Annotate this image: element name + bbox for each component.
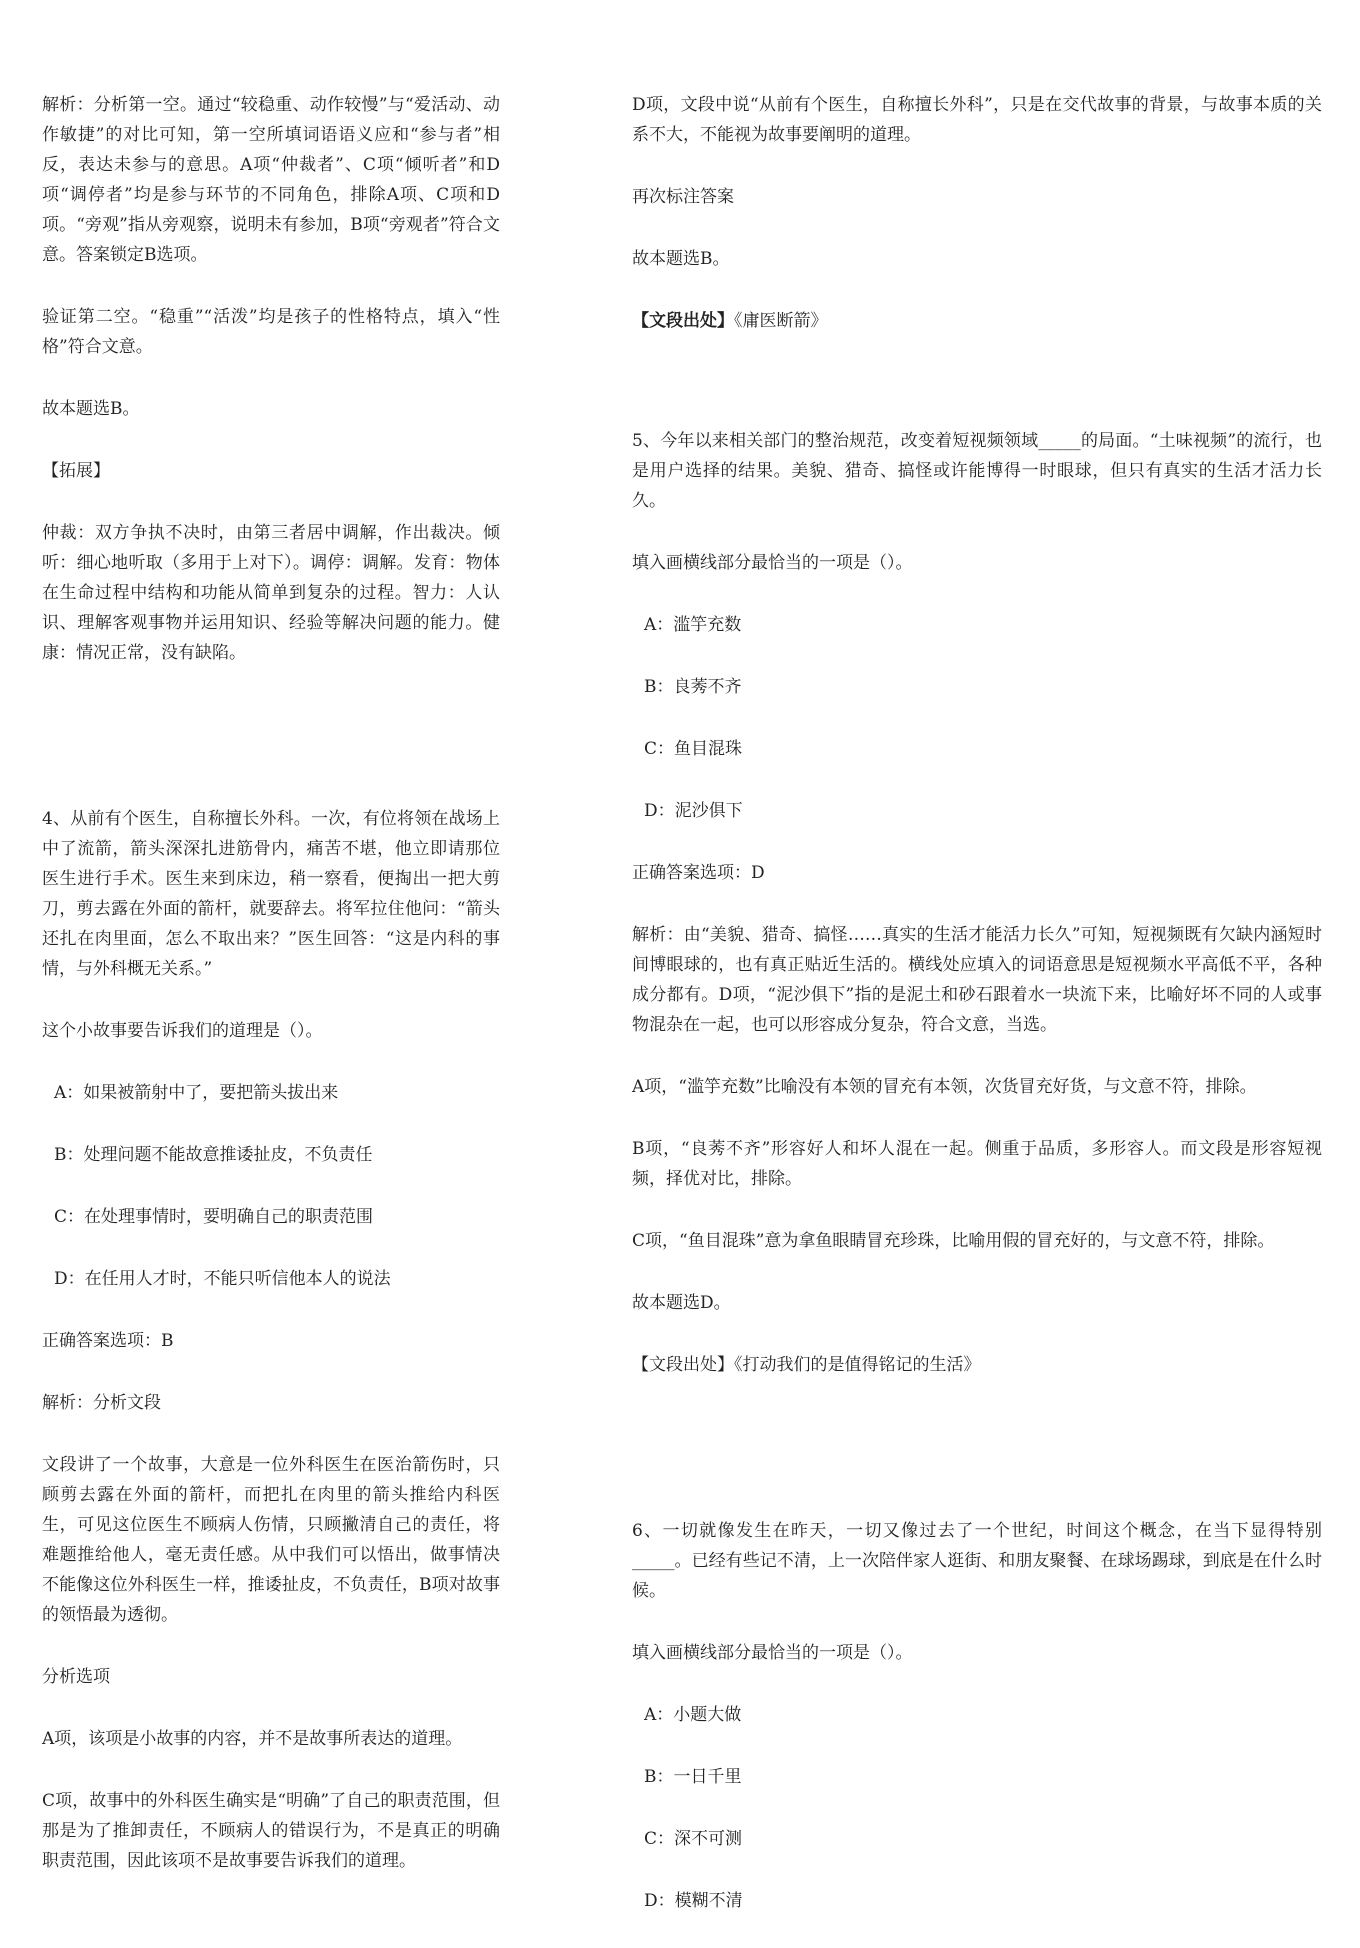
q4-answer: 正确答案选项：B	[42, 1331, 174, 1351]
q3-conclusion: 故本题选B。	[42, 399, 140, 419]
q3-analysis-first-blank: 解析：分析第一空。通过“较稳重、动作较慢”与“爱活动、动作敏捷”的对比可知，第一空所填词语语义应和“参与者”相反，表达未参与的意思。A项“仲裁者”、C项“倾听者”和D项“调停者”均是参与环节的不同角色，排除A项、C项和D项。“旁观”指从旁观察，说明未有参加，B项“旁观者”符合文意。答案锁定B选项。	[42, 95, 500, 265]
q5-answer: 正确答案选项：D	[632, 863, 765, 883]
q4-source-title: 《庸医断箭》	[734, 311, 828, 331]
q4-stem: 4、从前有个医生，自称擅长外科。一次，有位将领在战场上中了流箭，箭头深深扎进筋骨内，痛苦不堪，他立即请那位医生进行手术。医生来到床边，稍一察看，便掏出一把大剪刀，剪去露在外面的箭杆，就要辞去。将军拉住他问：“箭头还扎在肉里面，怎么不取出来？”医生回答：“这是内科的事情，与外科概无关系。”	[42, 809, 500, 979]
q4-source-label: 【文段出处】	[632, 311, 734, 331]
q6-stem: 6、一切就像发生在昨天，一切又像过去了一个世纪，时间这个概念，在当下显得特别_____。已经有些记不清，上一次陪伴家人逛街、和朋友聚餐、在球场踢球，到底是在什么时候。	[632, 1521, 1322, 1601]
q5-analysis: 解析：由“美貌、猎奇、搞怪……真实的生活才能活力长久”可知，短视频既有欠缺内涵短时间博眼球的，也有真正贴近生活的。横线处应填入的词语意思是短视频水平高低不平，各种成分都有。D项，“泥沙俱下”指的是泥土和砂石跟着水一块流下来，比喻好坏不同的人或事物混杂在一起，也可以形容成分复杂，符合文意，当选。	[632, 925, 1322, 1035]
q6-option-a: A：小题大做	[644, 1705, 742, 1725]
q3-analysis-second-blank: 验证第二空。“稳重”“活泼”均是孩子的性格特点，填入“性格”符合文意。	[42, 307, 500, 357]
q4-option-d: D：在任用人才时，不能只听信他本人的说法	[54, 1269, 391, 1289]
q5-source	[632, 1350, 1322, 1380]
q5-analysis-option-b: B项，“良莠不齐”形容好人和坏人混在一起。侧重于品质，多形容人。而文段是形容短视频，择优对比，排除。	[632, 1139, 1322, 1189]
q4-analysis-option-a: A项，该项是小故事的内容，并不是故事所表达的道理。	[42, 1729, 463, 1749]
q4-option-b: B：处理问题不能故意推诿扯皮，不负责任	[54, 1145, 373, 1165]
q4-analysis-body: 文段讲了一个故事，大意是一位外科医生在医治箭伤时，只顾剪去露在外面的箭杆，而把扎在肉里的箭头推给内科医生，可见这位医生不顾病人伤情，只顾撇清自己的责任，将难题推给他人，毫无责任感。从中我们可以悟出，做事情决不能像这位外科医生一样，推诿扯皮，不负责任，B项对故事的领悟最为透彻。	[42, 1455, 500, 1625]
right-column	[632, 90, 1322, 1948]
q5-analysis-option-c: C项，“鱼目混珠”意为拿鱼眼睛冒充珍珠，比喻用假的冒充好的，与文意不符，排除。	[632, 1231, 1275, 1251]
q3-extend-title: 【拓展】	[42, 461, 110, 481]
q4-conclusion: 故本题选B。	[632, 249, 730, 269]
q5-stem: 5、今年以来相关部门的整治规范，改变着短视频领域_____的局面。“土味视频”的流行，也是用户选择的结果。美貌、猎奇、搞怪或许能博得一时眼球，但只有真实的生活才活力长久。	[632, 431, 1322, 511]
q6-option-d: D：模糊不清	[644, 1891, 743, 1911]
q4-analysis-title: 解析：分析文段	[42, 1393, 161, 1413]
q5-option-a: A：滥竽充数	[644, 615, 742, 635]
left-column	[42, 90, 500, 1908]
q5-option-d: D：泥沙俱下	[644, 801, 743, 821]
q5-option-c: C：鱼目混珠	[644, 739, 743, 759]
q6-option-b: B：一日千里	[644, 1767, 742, 1787]
q4-recheck: 再次标注答案	[632, 187, 734, 207]
q4-analysis-option-d: D项，文段中说“从前有个医生，自称擅长外科”，只是在交代故事的背景，与故事本质的关系不大，不能视为故事要阐明的道理。	[632, 95, 1322, 145]
q5-option-b: B：良莠不齐	[644, 677, 742, 697]
q6-option-c: C：深不可测	[644, 1829, 743, 1849]
q4-analysis-option-c: C项，故事中的外科医生确实是“明确”了自己的职责范围，但那是为了推卸责任，不顾病人的错误行为，不是真正的明确职责范围，因此该项不是故事要告诉我们的道理。	[42, 1791, 500, 1871]
q5-source-title: 《打动我们的是值得铭记的生活》	[734, 1355, 981, 1375]
q4-option-a: A：如果被箭射中了，要把箭头拔出来	[54, 1083, 339, 1103]
q5-prompt: 填入画横线部分最恰当的一项是（）。	[632, 553, 913, 573]
q4-option-c: C：在处理事情时，要明确自己的职责范围	[54, 1207, 374, 1227]
q5-conclusion: 故本题选D。	[632, 1293, 731, 1313]
q4-prompt: 这个小故事要告诉我们的道理是（）。	[42, 1021, 323, 1041]
q4-source	[632, 306, 1322, 336]
q5-source-label: 【文段出处】	[632, 1355, 734, 1375]
q6-prompt: 填入画横线部分最恰当的一项是（）。	[632, 1643, 913, 1663]
q4-analysis-options-title: 分析选项	[42, 1667, 110, 1687]
q5-analysis-option-a: A项，“滥竽充数”比喻没有本领的冒充有本领，次货冒充好货，与文意不符，排除。	[632, 1077, 1257, 1097]
q3-extend-body: 仲裁：双方争执不决时，由第三者居中调解，作出裁决。倾听：细心地听取（多用于上对下）。调停：调解。发育：物体在生命过程中结构和功能从简单到复杂的过程。智力：人认识、理解客观事物并运用知识、经验等解决问题的能力。健康：情况正常，没有缺陷。	[42, 523, 500, 663]
